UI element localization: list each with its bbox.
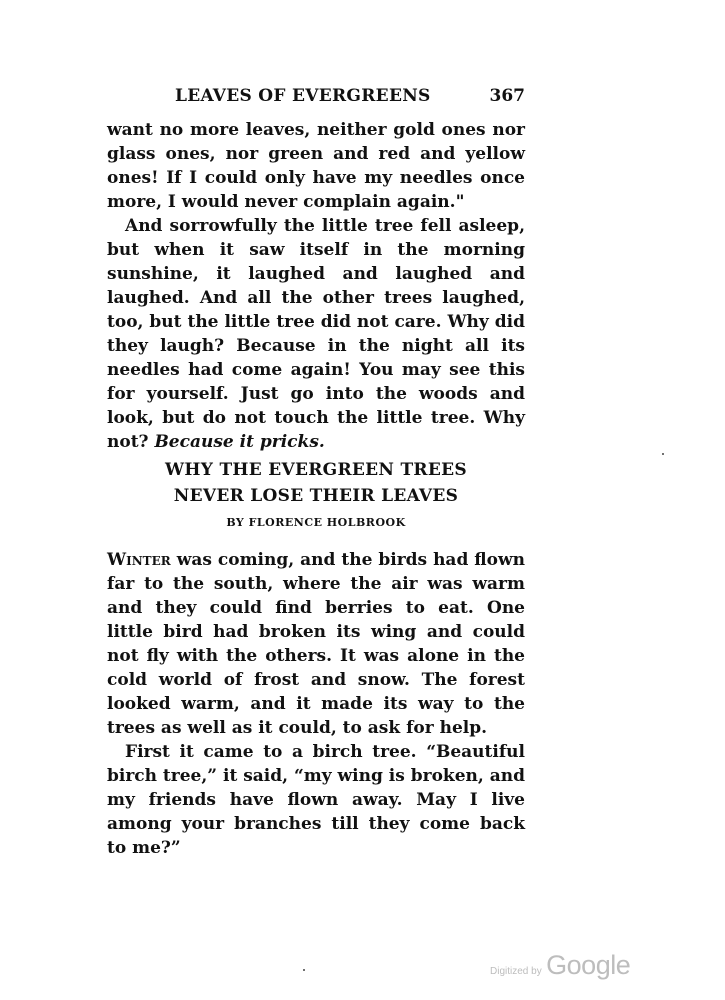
page-number: 367 <box>489 86 525 106</box>
chapter-title-line: WHY THE EVERGREEN TREES <box>165 460 467 480</box>
story-paragraph: First it came to a birch tree. “Beautiful birch tree,” it said, “my wing is broken, and my friends have flown away. May I live among your branches till they come back to me?” <box>107 742 525 858</box>
running-head <box>107 86 525 110</box>
first-word: Winter <box>107 550 171 570</box>
running-title: LEAVES OF EVERGREENS <box>175 86 431 106</box>
continuation-text <box>107 118 525 454</box>
digitized-watermark <box>490 950 630 984</box>
speck <box>303 969 305 971</box>
chapter-title <box>107 457 525 509</box>
paragraph-text: was coming, and the birds had flown far to the south, where the air was warm and they could find berries to eat. One little bird had broken its wing and could not fly with the others. It was alone in the cold world of frost and snow. The forest looked warm, and it made its way to the trees as well as it could, to ask for help. <box>107 550 525 738</box>
speck <box>662 453 664 455</box>
watermark-prefix: Digitized by <box>490 966 542 977</box>
story-text <box>107 548 525 860</box>
watermark-brand: Google <box>546 950 631 980</box>
story-paragraph <box>107 548 525 740</box>
continuation-paragraph: want no more leaves, neither gold ones nor glass ones, nor green and red and yellow ones! If I could only have my needles once more, I would never complain again." <box>107 120 525 212</box>
italic-ending: Because it pricks. <box>154 432 325 452</box>
continuation-paragraph <box>107 214 525 454</box>
chapter-title-line: NEVER LOSE THEIR LEAVES <box>173 486 459 506</box>
byline: BY FLORENCE HOLBROOK <box>226 516 406 529</box>
paragraph-text: And sorrowfully the little tree fell asleep, but when it saw itself in the morning sunshine, it laughed and laughed and laughed. And all the other trees laughed, too, but the little tree did not care. Why did they laugh? Because in the night all its needles had come again! You may see this for yourself. Just go into the woods and look, but do not touch the little tree. Why not? <box>107 216 525 452</box>
